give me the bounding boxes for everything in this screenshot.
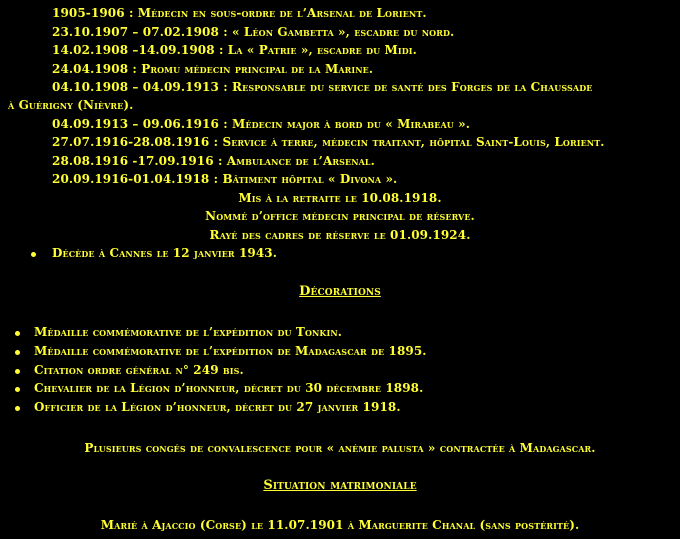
retirement-line-2: Nommé d’office médecin principal de réserve.	[205, 209, 475, 223]
career-line-5-continued: à Guérigny (Nièvre).	[8, 98, 134, 112]
bullet-icon	[15, 331, 20, 336]
career-line-3: 14.02.1908 –14.09.1908 : La « Patrie », escadre du Midi.	[52, 43, 417, 57]
retirement-line-1: Mis à la retraite le 10.08.1918.	[238, 191, 442, 205]
career-line-2: 23.10.1907 – 07.02.1908 : « Léon Gambetta », escadre du nord.	[52, 25, 455, 39]
decoration-item: Médaille commémorative de l’expédition de Madagascar de 1895.	[34, 344, 427, 358]
death-line: Décède à Cannes le 12 janvier 1943.	[52, 246, 278, 260]
career-line-5: 04.10.1908 – 04.09.1913 : Responsable du service de santé des Forges de la Chaussade	[52, 80, 593, 94]
matrimonial-heading: Situation matrimoniale	[263, 478, 417, 493]
retirement-line-3: Rayé des cadres de réserve le 01.09.1924.	[209, 228, 471, 242]
decoration-item: Citation ordre général n° 249 bis.	[34, 363, 244, 377]
convalescence-note: Plusieurs congés de convalescence pour « anémie palusta » contractée à Madagascar.	[84, 441, 596, 455]
bullet-icon	[15, 387, 20, 392]
career-line-1: 1905-1906 : Médecin en sous-ordre de l’Arsenal de Lorient.	[52, 6, 427, 20]
bullet-icon	[15, 369, 20, 374]
career-line-7: 27.07.1916-28.08.1916 : Service à terre, médecin traitant, hôpital Saint-Louis, Lorient.	[52, 135, 605, 149]
bullet-icon	[15, 406, 20, 411]
matrimonial-text: Marié à Ajaccio (Corse) le 11.07.1901 à Marguerite Chanal (sans postérité).	[100, 518, 580, 532]
bullet-icon	[31, 252, 36, 257]
career-line-8: 28.08.1916 -17.09.1916 : Ambulance de l’Arsenal.	[52, 154, 375, 168]
decoration-item: Médaille commémorative de l’expédition du Tonkin.	[34, 325, 343, 339]
decorations-heading: Décorations	[299, 284, 381, 299]
career-line-6: 04.09.1913 – 09.06.1916 : Médecin major à bord du « Mirabeau ».	[52, 117, 470, 131]
career-line-9: 20.09.1916-01.04.1918 : Bâtiment hôpital « Divona ».	[52, 172, 398, 186]
decoration-item: Chevalier de la Légion d’honneur, décret du 30 décembre 1898.	[34, 381, 424, 395]
career-line-4: 24.04.1908 : Promu médecin principal de la Marine.	[52, 62, 374, 76]
bullet-icon	[15, 350, 20, 355]
decoration-item: Officier de la Légion d’honneur, décret du 27 janvier 1918.	[34, 400, 401, 414]
